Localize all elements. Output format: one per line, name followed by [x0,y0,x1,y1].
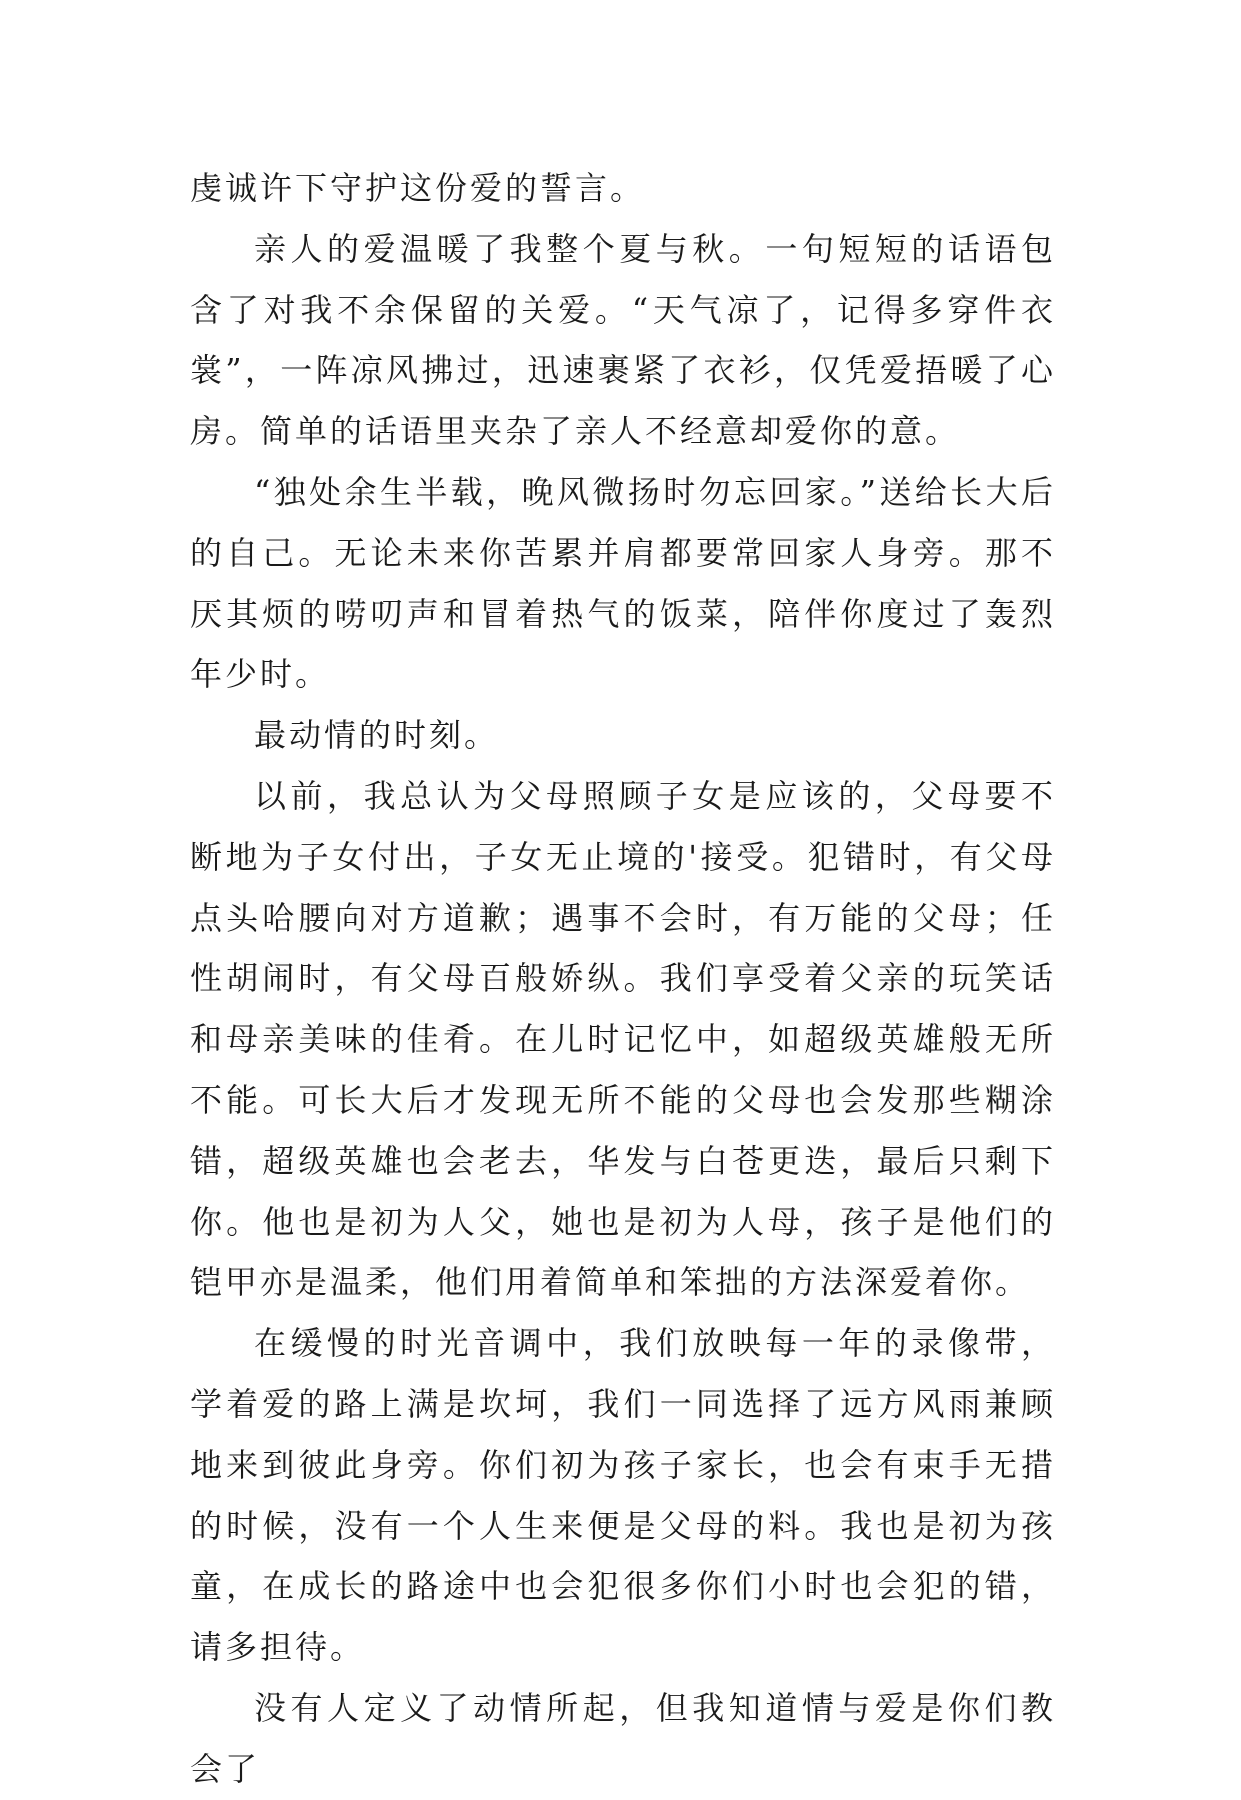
paragraph: 亲人的爱温暖了我整个夏与秋。一句短短的话语包含了对我不余保留的关爱。“天气凉了，记得多穿件衣裳”，一阵凉风拂过，迅速裹紧了衣衫，仅凭爱捂暖了心房。简单的话语里夹杂了亲人不经意却爱你的意。 [190,229,1056,451]
paragraph: 以前，我总认为父母照顾子女是应该的，父母要不断地为子女付出，子女无止境的'接受。犯错时，有父母点头哈腰向对方道歉；遇事不会时，有万能的父母；任性胡闹时，有父母百般娇纵。我们享受着父亲的玩笑话和母亲美味的佳肴。在儿时记忆中，如超级英雄般无所不能。可长大后才发现无所不能的父母也会发那些糊涂错，超级英雄也会老去，华发与白苍更迭，最后只剩下你。他也是初为人父，她也是初为人母，孩子是他们的铠甲亦是温柔，他们用着简单和笨拙的方法深爱着你。 [190,776,1056,1302]
paragraph: 最动情的时刻。 [254,716,500,755]
paragraph-continuation: 虔诚许下守护这份爱的誓言。 [190,169,646,207]
paragraph: “独处余生半载，晚风微扬时勿忘回家。”送给长大后的自己。无论未来你苦累并肩都要常回家人身旁。那不厌其烦的唠叨声和冒着热气的饭菜，陪伴你度过了轰烈年少时。 [190,472,1056,694]
essay-body [190,158,1056,1800]
paragraph: 没有人定义了动情所起，但我知道情与爱是你们教会了 [190,1688,1056,1788]
paragraph: 在缓慢的时光音调中，我们放映每一年的录像带，学着爱的路上满是坎坷，我们一同选择了远方风雨兼顾地来到彼此身旁。你们初为孩子家长，也会有束手无措的时候，没有一个人生来便是父母的料。我也是初为孩童，在成长的路途中也会犯很多你们小时也会犯的错，请多担待。 [190,1324,1056,1667]
